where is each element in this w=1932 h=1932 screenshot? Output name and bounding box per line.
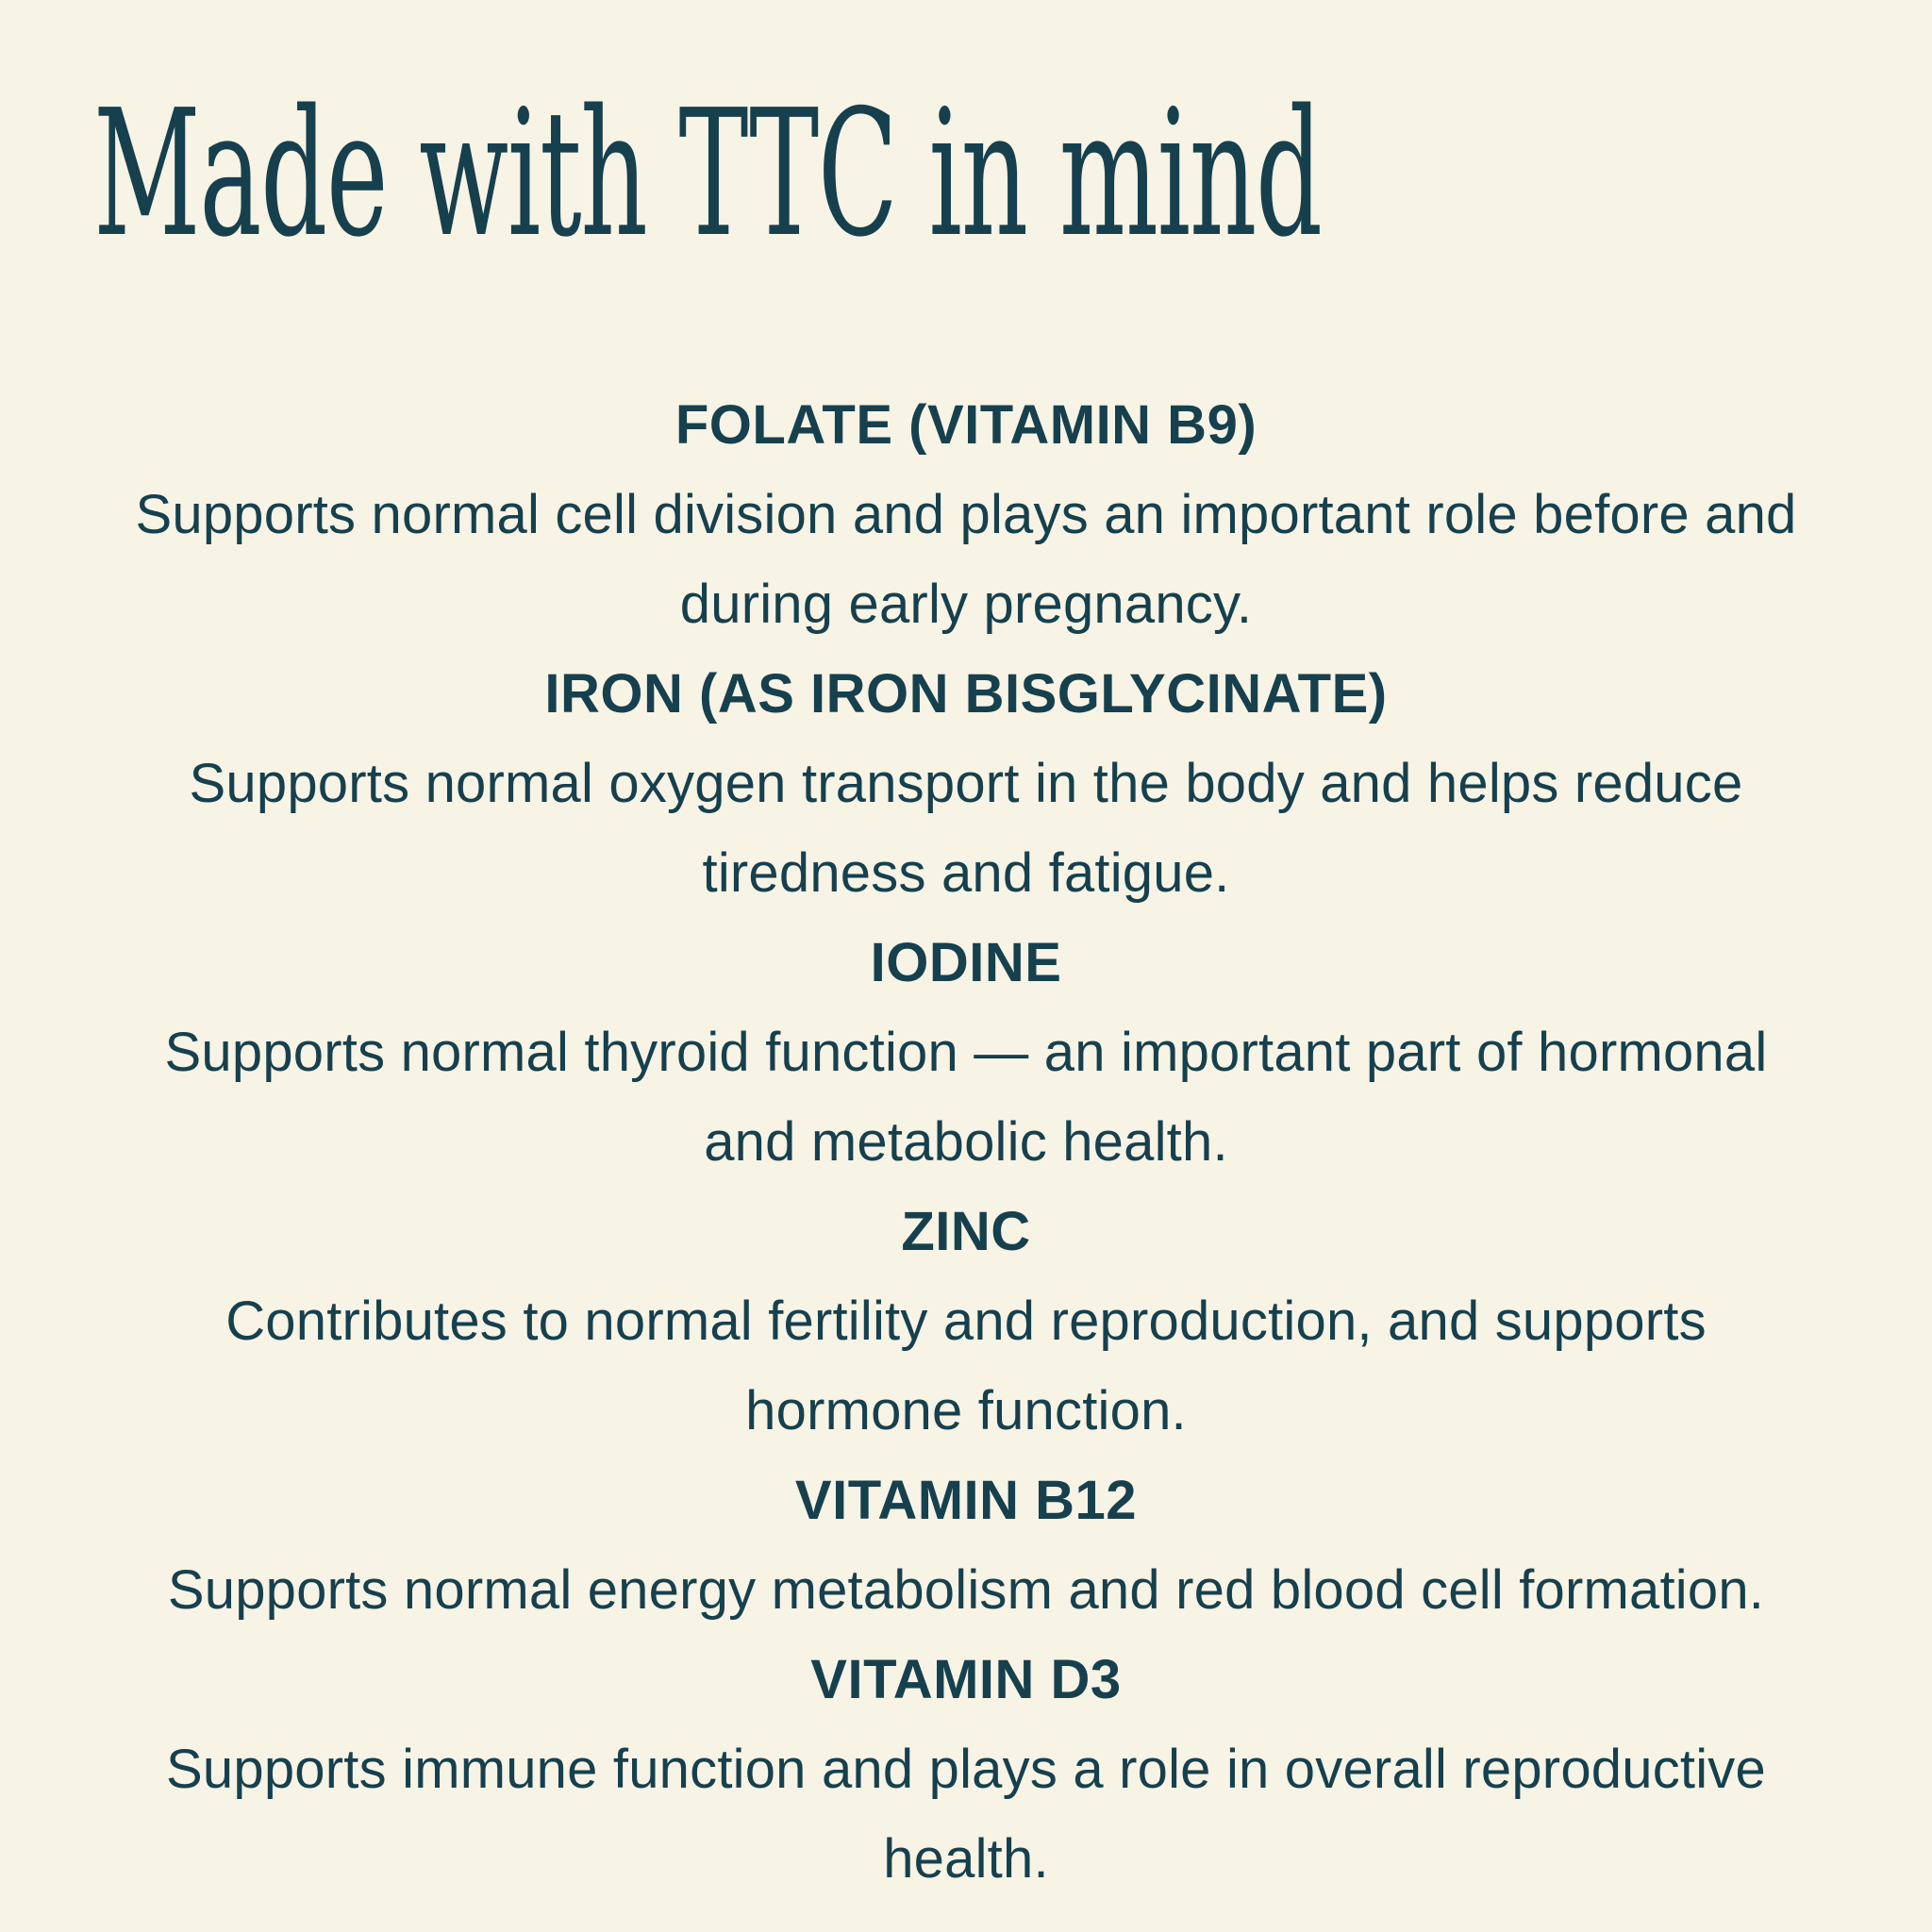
nutrient-description-vitamin-d3: Supports immune function and plays a role in overall reproductive health.: [166, 1738, 1766, 1890]
nutrient-heading-zinc: ZINC: [901, 1200, 1031, 1262]
nutrient-section-vitamin-d3: [117, 1635, 1815, 1904]
nutrient-section-vitamin-b12: [117, 1456, 1815, 1635]
nutrient-section-iodine: [117, 918, 1815, 1187]
nutrient-list: [117, 380, 1815, 1904]
nutrient-heading-iron: IRON (AS IRON BISGLYCINATE): [544, 662, 1388, 724]
nutrient-section-folate: [117, 380, 1815, 649]
nutrient-description-folate: Supports normal cell division and plays an important role before and during early pregnancy.: [135, 483, 1797, 635]
nutrient-heading-vitamin-d3: VITAMIN D3: [810, 1648, 1122, 1710]
nutrient-section-zinc: [117, 1187, 1815, 1456]
nutrient-description-iron: Supports normal oxygen transport in the body and helps reduce tiredness and fatigue.: [189, 752, 1743, 904]
nutrient-description-zinc: Contributes to normal fertility and reproduction, and supports hormone function.: [225, 1290, 1707, 1441]
nutrient-heading-vitamin-b12: VITAMIN B12: [794, 1469, 1138, 1531]
page-title: Made with TTC in mind: [93, 72, 1322, 275]
nutrient-description-iodine: Supports normal thyroid function — an important part of hormonal and metabolic health.: [164, 1021, 1768, 1173]
nutrient-section-iron: [117, 649, 1815, 918]
nutrient-heading-iodine: IODINE: [870, 931, 1062, 993]
nutrient-heading-folate: FOLATE (VITAMIN B9): [675, 393, 1257, 456]
nutrient-description-vitamin-b12: Supports normal energy metabolism and red blood cell formation.: [167, 1558, 1765, 1621]
